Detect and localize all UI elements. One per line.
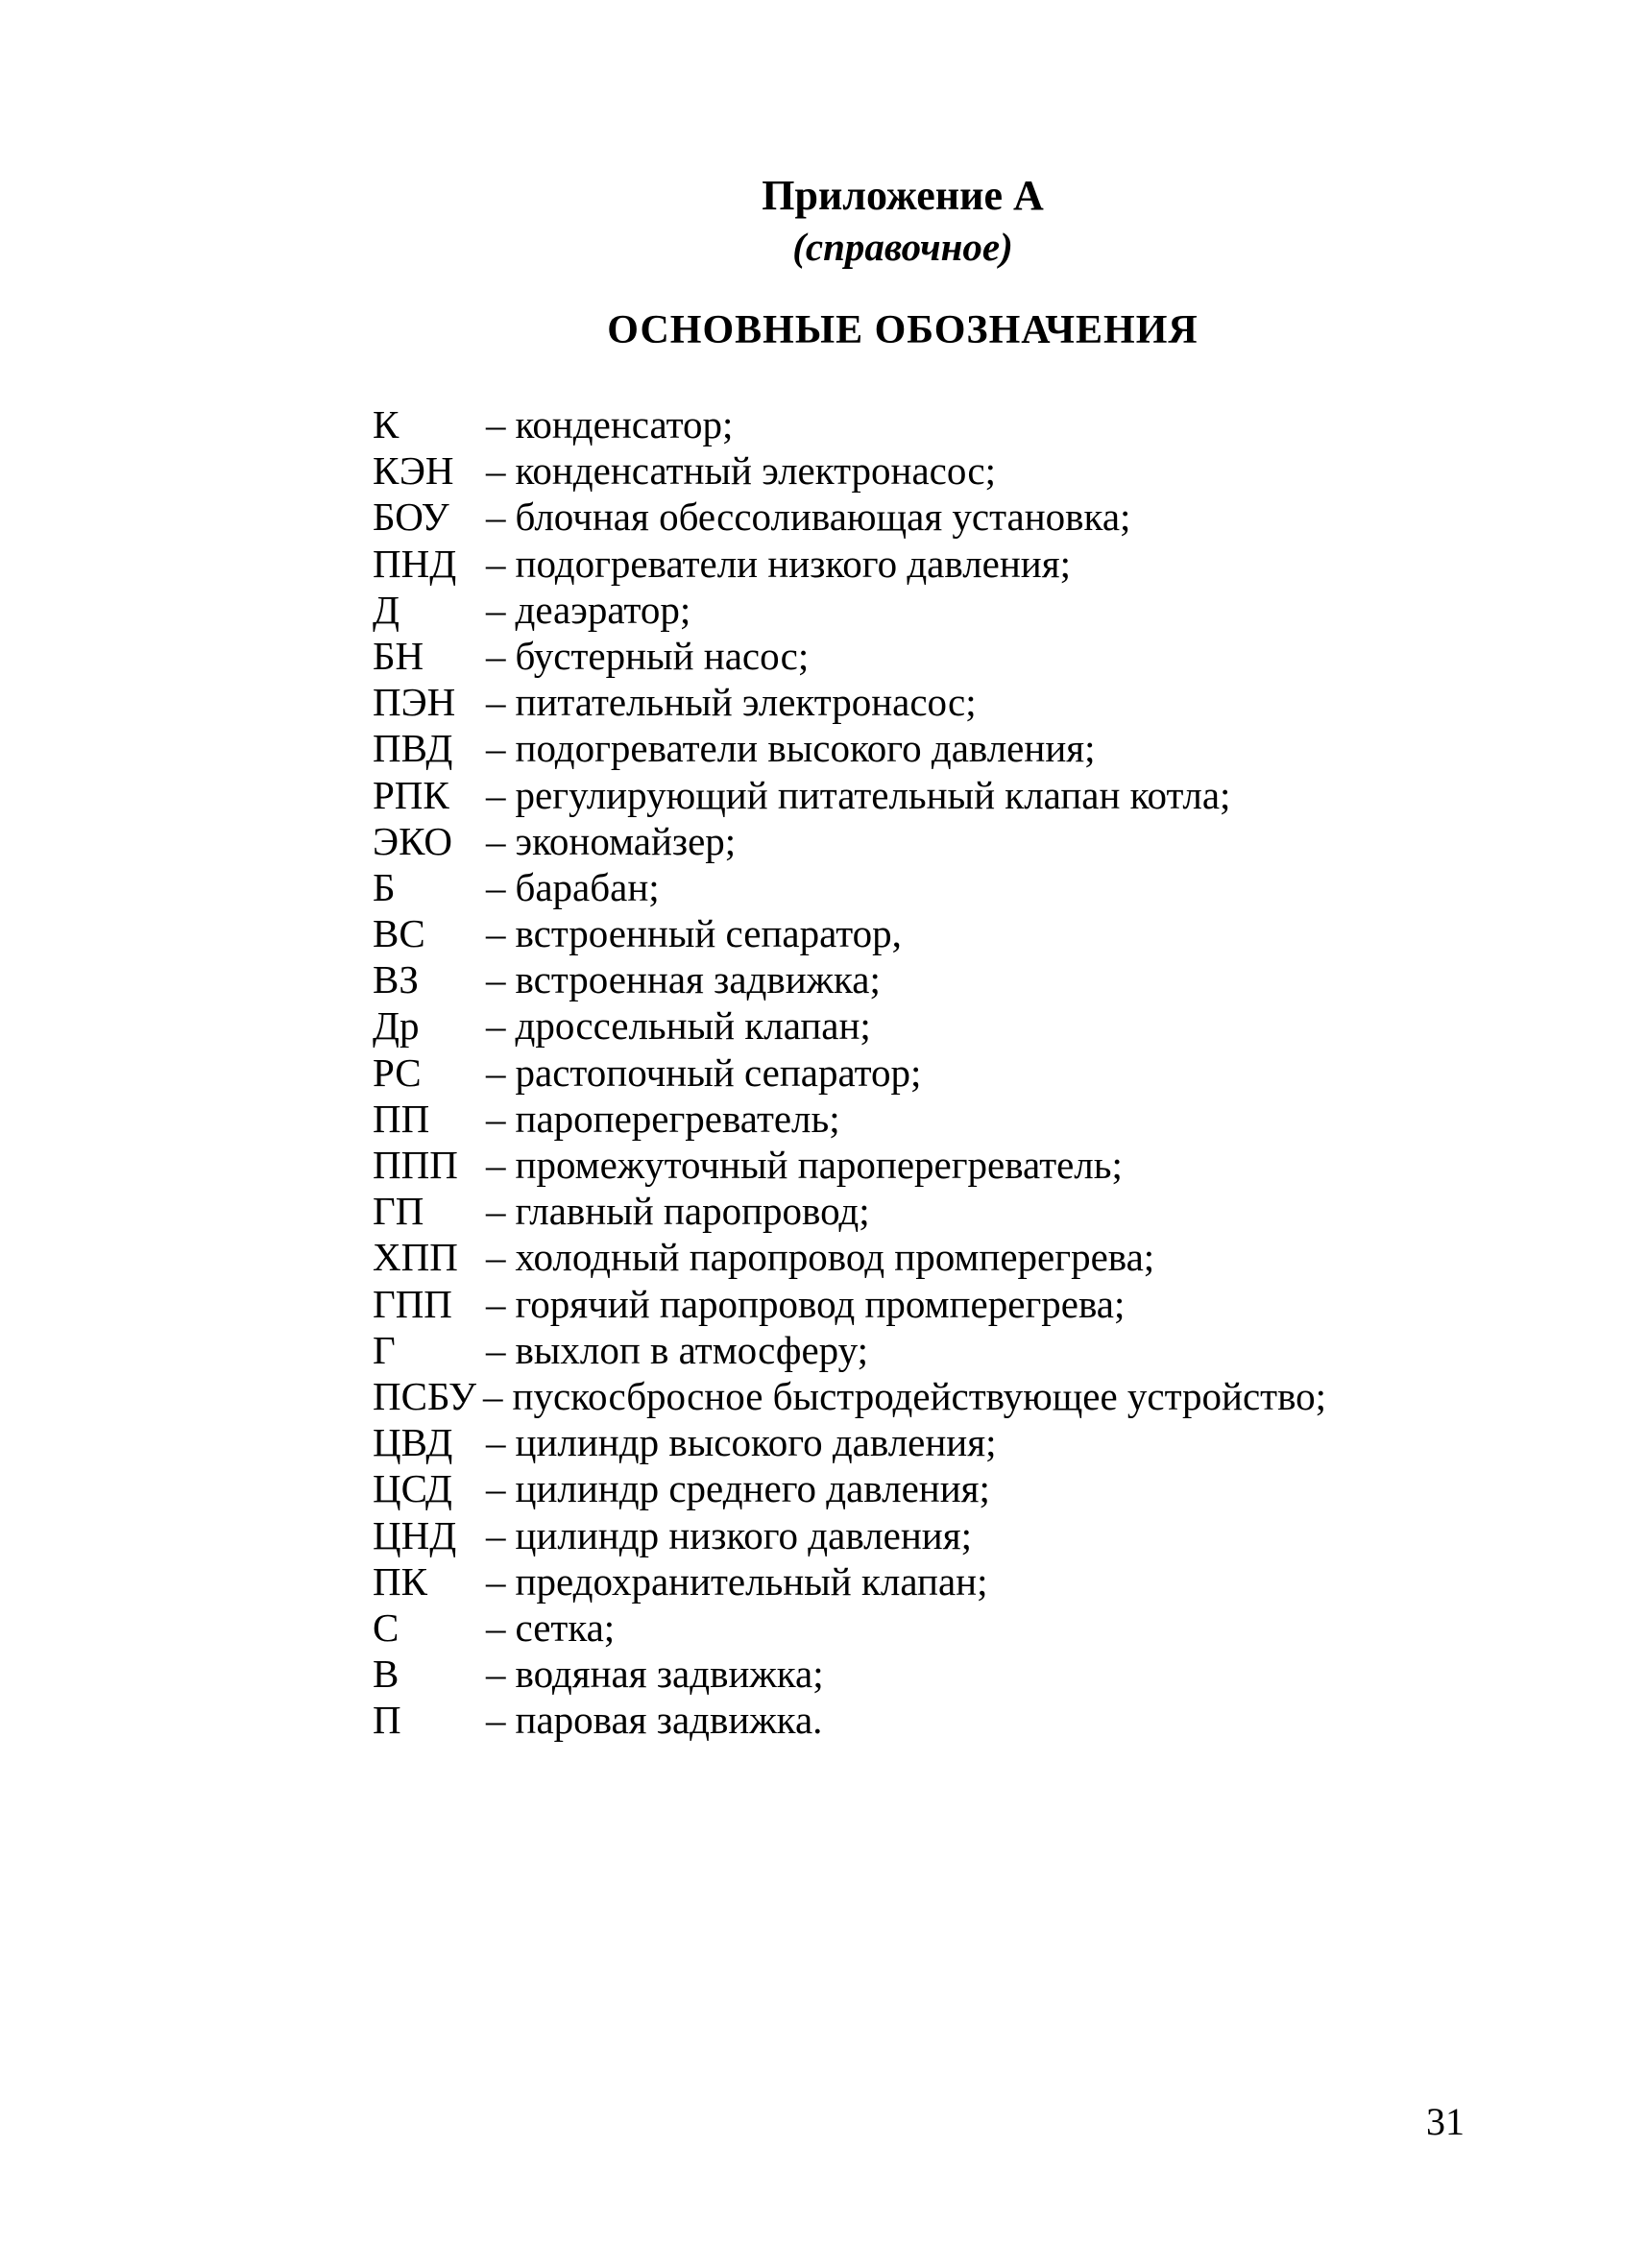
description-text: барабан; bbox=[515, 864, 660, 909]
abbreviation-description bbox=[486, 1096, 840, 1142]
dash-separator: – bbox=[486, 1003, 506, 1049]
description-text: конденсатный электронасос; bbox=[515, 448, 996, 494]
abbreviation-description bbox=[486, 1234, 1154, 1280]
appendix-title: Приложение А bbox=[762, 172, 1044, 219]
list-item bbox=[373, 1142, 1429, 1188]
abbreviation-code: ГП bbox=[373, 1189, 424, 1234]
description-text: промежуточный пароперегреватель; bbox=[515, 1143, 1123, 1187]
list-item bbox=[373, 447, 1429, 494]
list-item bbox=[373, 864, 1429, 910]
appendix-subtitle: (справочное) bbox=[792, 225, 1013, 269]
dash-separator: – bbox=[486, 1235, 506, 1280]
abbreviation-description bbox=[486, 1512, 972, 1558]
abbreviation-description bbox=[486, 725, 1096, 771]
abbreviation-code: ПВД bbox=[373, 726, 453, 771]
abbreviation-code: ЦВД bbox=[373, 1420, 453, 1465]
abbreviation-code: ЦСД bbox=[373, 1466, 452, 1511]
description-text: паровая задвижка. bbox=[515, 1698, 823, 1743]
abbreviation-code: БН bbox=[373, 633, 424, 678]
dash-separator: – bbox=[486, 1281, 506, 1326]
list-item bbox=[373, 1050, 1429, 1096]
abbreviation-description bbox=[486, 818, 736, 864]
abbreviation-description bbox=[486, 541, 1071, 587]
dash-separator: – bbox=[486, 1466, 506, 1511]
description-text: цилиндр высокого давления; bbox=[515, 1420, 997, 1465]
abbreviation-code: ПП bbox=[373, 1096, 430, 1141]
abbreviation-code: РПК bbox=[373, 772, 449, 817]
abbreviation-code: Д bbox=[373, 587, 400, 632]
dash-separator: – bbox=[486, 1652, 506, 1697]
list-item bbox=[373, 1327, 1429, 1373]
list-item bbox=[373, 910, 1429, 956]
description-text: растопочный сепаратор; bbox=[515, 1050, 922, 1095]
abbreviation-description bbox=[486, 1604, 615, 1651]
description-text: сетка; bbox=[515, 1604, 616, 1650]
abbreviation-code: С bbox=[373, 1604, 400, 1650]
abbreviation-description bbox=[486, 1697, 822, 1743]
list-item bbox=[373, 1234, 1429, 1280]
list-item bbox=[373, 956, 1429, 1002]
abbreviation-code: Др bbox=[373, 1003, 420, 1049]
dash-separator: – bbox=[486, 680, 506, 725]
dash-separator: – bbox=[486, 1604, 506, 1650]
abbreviation-code: Г bbox=[373, 1327, 396, 1372]
abbreviation-description bbox=[486, 864, 660, 910]
abbreviation-code: ХПП bbox=[373, 1235, 458, 1280]
dash-separator: – bbox=[486, 1189, 506, 1234]
abbreviation-code: ПК bbox=[373, 1558, 427, 1604]
dash-separator: – bbox=[486, 448, 506, 494]
abbreviation-description bbox=[486, 587, 690, 633]
dash-separator: – bbox=[486, 1096, 506, 1141]
description-text: регулирующий питательный клапан котла; bbox=[515, 772, 1231, 817]
abbreviation-code: ПНД bbox=[373, 541, 457, 586]
list-item bbox=[373, 1697, 1429, 1743]
dash-separator: – bbox=[486, 541, 506, 586]
abbreviation-code: ППП bbox=[373, 1143, 458, 1187]
description-text: цилиндр низкого давления; bbox=[515, 1512, 972, 1557]
dash-separator: – bbox=[486, 1558, 506, 1604]
abbreviation-code: П bbox=[373, 1698, 401, 1743]
dash-separator: – bbox=[486, 864, 506, 909]
description-text: пускосбросное быстродействующее устройство; bbox=[512, 1373, 1327, 1418]
abbreviation-description bbox=[486, 1188, 870, 1234]
abbreviation-list bbox=[373, 401, 1429, 1743]
abbreviation-code: ВЗ bbox=[373, 957, 419, 1002]
abbreviation-description bbox=[486, 1651, 824, 1697]
dash-separator: – bbox=[486, 1050, 506, 1095]
abbreviation-code: БОУ bbox=[373, 495, 449, 540]
description-text: выхлоп в атмосферу; bbox=[515, 1327, 868, 1372]
abbreviation-code: Б bbox=[373, 864, 396, 909]
list-item bbox=[373, 725, 1429, 771]
description-text: подогреватели низкого давления; bbox=[515, 541, 1071, 586]
abbreviation-description bbox=[486, 956, 881, 1002]
abbreviation-code: ПСБУ bbox=[373, 1373, 477, 1418]
list-item bbox=[373, 1465, 1429, 1511]
description-text: питательный электронасос; bbox=[515, 680, 977, 725]
abbreviation-code: КЭН bbox=[373, 448, 454, 494]
description-text: холодный паропровод промперегрева; bbox=[515, 1235, 1155, 1280]
description-text: блочная обессоливающая установка; bbox=[515, 495, 1131, 540]
abbreviation-code: ВС bbox=[373, 911, 425, 956]
abbreviation-description bbox=[486, 401, 733, 447]
description-text: подогреватели высокого давления; bbox=[515, 726, 1096, 771]
abbreviation-description bbox=[486, 1002, 871, 1049]
list-item bbox=[373, 1604, 1429, 1651]
description-text: деаэратор; bbox=[515, 587, 691, 632]
dash-separator: – bbox=[486, 818, 506, 863]
dash-separator: – bbox=[486, 495, 506, 540]
description-text: предохранительный клапан; bbox=[515, 1558, 988, 1604]
dash-separator: – bbox=[486, 1512, 506, 1557]
dash-separator: – bbox=[483, 1373, 503, 1418]
dash-separator: – bbox=[486, 1698, 506, 1743]
description-text: бустерный насос; bbox=[515, 633, 810, 678]
list-item bbox=[373, 401, 1429, 447]
description-text: встроенный сепаратор, bbox=[515, 911, 902, 956]
list-item bbox=[373, 494, 1429, 540]
description-text: главный паропровод; bbox=[515, 1189, 870, 1234]
abbreviation-description bbox=[486, 633, 809, 679]
section-title: ОСНОВНЫЕ ОБОЗНАЧЕНИЯ bbox=[607, 308, 1199, 352]
description-text: встроенная задвижка; bbox=[515, 957, 881, 1002]
dash-separator: – bbox=[486, 587, 506, 632]
abbreviation-description bbox=[486, 910, 902, 956]
abbreviation-description bbox=[486, 1419, 997, 1465]
list-item bbox=[373, 587, 1429, 633]
description-text: пароперегреватель; bbox=[515, 1096, 840, 1141]
abbreviation-description bbox=[486, 772, 1230, 818]
list-item bbox=[373, 1281, 1429, 1327]
abbreviation-code: ЭКО bbox=[373, 818, 453, 863]
abbreviation-code: В bbox=[373, 1652, 400, 1697]
description-text: экономайзер; bbox=[515, 818, 737, 863]
abbreviation-description bbox=[486, 1465, 990, 1511]
abbreviation-description bbox=[486, 447, 996, 494]
dash-separator: – bbox=[486, 1143, 506, 1187]
abbreviation-code: РС bbox=[373, 1050, 422, 1095]
dash-separator: – bbox=[486, 726, 506, 771]
list-item bbox=[373, 1096, 1429, 1142]
dash-separator: – bbox=[486, 1420, 506, 1465]
abbreviation-code: К bbox=[373, 402, 400, 446]
abbreviation-description bbox=[483, 1373, 1326, 1419]
list-item bbox=[373, 772, 1429, 818]
list-item bbox=[373, 1558, 1429, 1604]
abbreviation-description bbox=[486, 679, 977, 725]
description-text: водяная задвижка; bbox=[515, 1652, 824, 1697]
list-item bbox=[373, 1419, 1429, 1465]
abbreviation-code: ГПП bbox=[373, 1281, 452, 1326]
abbreviation-description bbox=[486, 1558, 987, 1604]
description-text: дроссельный клапан; bbox=[515, 1003, 871, 1049]
dash-separator: – bbox=[486, 402, 506, 446]
abbreviation-description bbox=[486, 494, 1130, 540]
list-item bbox=[373, 1188, 1429, 1234]
list-item bbox=[373, 818, 1429, 864]
list-item bbox=[373, 633, 1429, 679]
description-text: горячий паропровод промперегрева; bbox=[515, 1281, 1126, 1326]
list-item bbox=[373, 1651, 1429, 1697]
abbreviation-description bbox=[486, 1281, 1125, 1327]
dash-separator: – bbox=[486, 772, 506, 817]
list-item bbox=[373, 541, 1429, 587]
page-number: 31 bbox=[1426, 2100, 1465, 2143]
abbreviation-description bbox=[486, 1142, 1123, 1188]
abbreviation-code: ПЭН bbox=[373, 680, 456, 725]
list-item bbox=[373, 1512, 1429, 1558]
description-text: конденсатор; bbox=[515, 402, 734, 446]
abbreviation-code: ЦНД bbox=[373, 1512, 457, 1557]
description-text: цилиндр среднего давления; bbox=[515, 1466, 990, 1511]
list-item bbox=[373, 1373, 1429, 1419]
list-item bbox=[373, 1002, 1429, 1049]
dash-separator: – bbox=[486, 957, 506, 1002]
dash-separator: – bbox=[486, 911, 506, 956]
list-item bbox=[373, 679, 1429, 725]
abbreviation-description bbox=[486, 1050, 921, 1096]
dash-separator: – bbox=[486, 1327, 506, 1372]
abbreviation-description bbox=[486, 1327, 868, 1373]
dash-separator: – bbox=[486, 633, 506, 678]
